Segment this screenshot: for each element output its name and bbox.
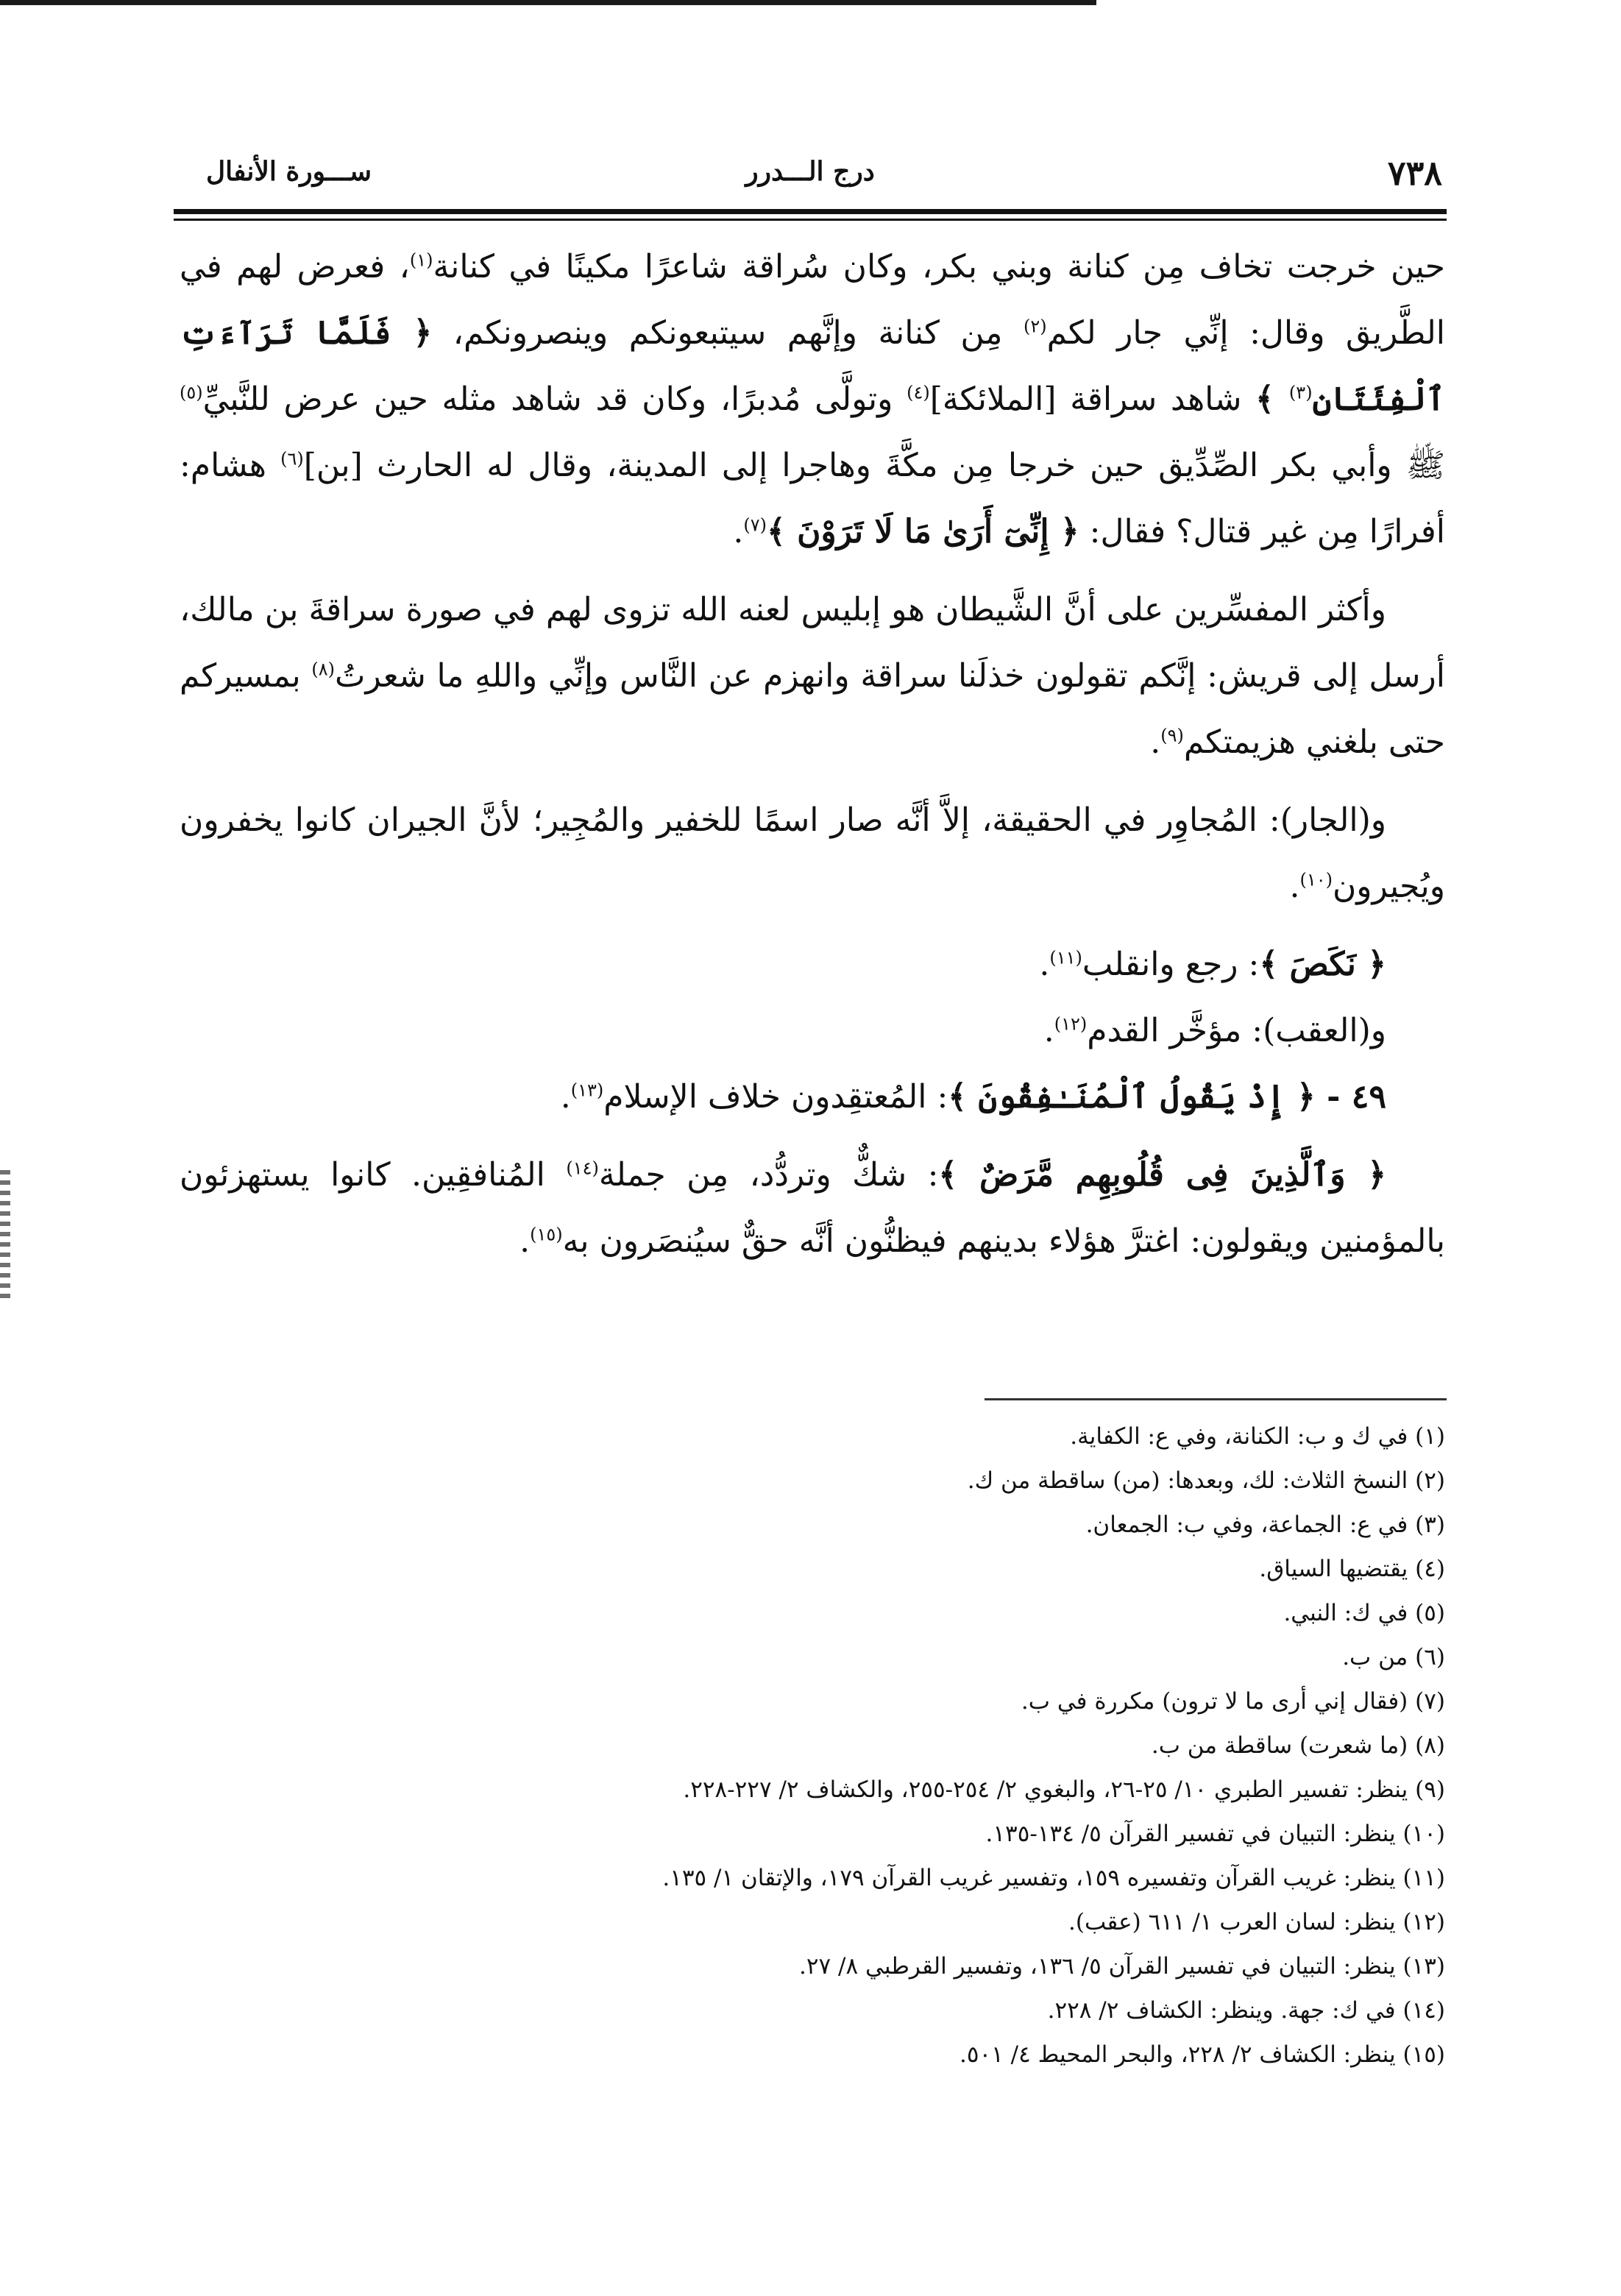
header-rule-thick <box>174 209 1447 214</box>
text: : رجع وانقلب <box>1082 946 1260 983</box>
footnote-ref[interactable]: (٨) <box>311 659 336 680</box>
quran-verse: ﴿ فَلَمَّا تَرَآءَتِ ٱلْفِئَتَانِ <box>180 314 1446 418</box>
text: هشام: أفرارًا مِن غير قتال؟ فقال: <box>180 447 1445 550</box>
text: شاهد سراقة [الملائكة] <box>929 380 1256 418</box>
quran-bracket: ﴾ <box>1255 380 1289 418</box>
footnote-10: (١٠) ينظر: التبيان في تفسير القرآن ٥/ ١٣٤-١٣٥. <box>985 1821 1445 1847</box>
footnote-ref[interactable]: (١٣) <box>570 1080 604 1101</box>
paragraph-5 <box>180 998 1445 1064</box>
text: بمسيركم حتى بلغني هزيمتكم <box>180 657 1445 761</box>
text: وأكثر المفسِّرين على أنَّ الشَّيطان هو إبليس لعنه الله تزوى لهم في صورة سراقةَ بن مالك، أرسل إلى قريش: إنَّكم تقولون خذلَنا سراقة وانهزم عن النَّاس وإنِّي واللهِ ما شعرتُ <box>180 591 1445 695</box>
text: و(الجار): المُجاوِر في الحقيقة، إلاَّ أنَّه صار اسمًا للخفير والمُجِير؛ لأنَّ الجيران كانوا يخفرون ويُجيرون <box>180 801 1445 905</box>
text: . <box>1150 723 1161 761</box>
verse-number: ٤٩ - <box>1315 1078 1386 1116</box>
footnote-14: (١٤) في ك: جهة. وينظر: الكشاف ٢/ ٢٢٨. <box>1047 1997 1445 2024</box>
footnote-9: (٩) ينظر: تفسير الطبري ١٠/ ٢٥-٢٦، والبغوي ٢/ ٢٥٤-٢٥٥، والكشاف ٢/ ٢٢٧-٢٢٨. <box>683 1776 1445 1803</box>
surah-title: ســـورة الأنفال <box>206 156 372 187</box>
footnote-ref[interactable]: (٤) <box>907 382 930 403</box>
text: حين خرجت تخاف مِن كنانة وبني بكر، وكان سُراقة شاعرًا مكينًا في كنانة <box>433 248 1445 286</box>
text: . <box>1289 868 1300 905</box>
text: . <box>1043 1012 1054 1049</box>
footnote-ref[interactable]: (١٠) <box>1299 869 1333 890</box>
text: . <box>733 513 744 550</box>
footnotes <box>412 1414 1445 2077</box>
footnote-ref[interactable]: (٦) <box>280 448 304 470</box>
scan-top-edge <box>0 0 1096 5</box>
footnote-8: (٨) (ما شعرت) ساقطة من ب. <box>1151 1732 1445 1759</box>
text: و(العقب): مؤخَّر القدم <box>1087 1012 1386 1049</box>
footnote-ref[interactable]: (١) <box>409 249 433 271</box>
page-header <box>174 152 1447 203</box>
book-title: درج الـــدرر <box>745 156 875 187</box>
footnote-11: (١١) ينظر: غريب القرآن وتفسيره ١٥٩، وتفسير غريب القرآن ١٧٩، والإتقان ١/ ١٣٥. <box>662 1865 1445 1891</box>
footnote-ref[interactable]: (٢) <box>1023 316 1047 337</box>
text: وتولَّى مُدبرًا، وكان قد شاهد مثله حين عرض للنَّبيِّ <box>202 380 907 418</box>
footnote-ref[interactable]: (٧) <box>743 514 767 536</box>
footnote-2: (٢) النسخ الثلاث: لك، وبعدها: (من) ساقطة من ك. <box>967 1467 1445 1494</box>
footnote-1: (١) في ك و ب: الكنانة، وفي ع: الكفاية. <box>1070 1423 1445 1450</box>
footnote-15: (١٥) ينظر: الكشاف ٢/ ٢٢٨، والبحر المحيط ٤/ ٥٠١. <box>960 2041 1445 2068</box>
quran-verse: ﴿ نَكَصَ ﴾ <box>1259 946 1386 983</box>
page-number: ٧٣٨ <box>1387 153 1442 193</box>
footnote-ref[interactable]: (٥) <box>180 382 203 403</box>
footnote-ref[interactable]: (٩) <box>1160 725 1184 746</box>
text: . <box>519 1222 531 1260</box>
quran-verse: ﴿ إِنِّىٓ أَرَىٰ مَا لَا تَرَوْنَ ﴾ <box>766 513 1079 550</box>
main-text <box>180 234 1445 1275</box>
footnote-ref[interactable]: (١٤) <box>566 1158 599 1179</box>
footnote-ref[interactable]: (١٢) <box>1054 1013 1088 1035</box>
footnote-ref[interactable]: (١٥) <box>530 1224 563 1245</box>
text: . <box>1039 946 1050 983</box>
footnote-12: (١٢) ينظر: لسان العرب ١/ ٦١١ (عقب). <box>1068 1909 1445 1935</box>
footnote-4: (٤) يقتضيها السياق. <box>1259 1556 1445 1582</box>
header-rule-thin <box>174 219 1447 221</box>
paragraph-1 <box>180 234 1445 565</box>
text: : المُعتقِدون خلاف الإسلام <box>603 1078 948 1116</box>
footnote-5: (٥) في ك: النبي. <box>1283 1600 1445 1626</box>
scan-margin-artifact <box>0 1170 10 1303</box>
footnote-7: (٧) (فقال إني أرى ما لا ترون) مكررة في ب. <box>1021 1688 1445 1715</box>
text: ، فعرض لهم في الطَّريق وقال: إنِّي جار لكم <box>180 248 1446 352</box>
quran-verse: ﴿ وَٱلَّذِينَ فِى قُلُوبِهِم مَّرَضٌ ﴾ <box>938 1156 1386 1194</box>
footnote-3: (٣) في ع: الجماعة، وفي ب: الجمعان. <box>1085 1512 1445 1538</box>
footnote-separator <box>985 1398 1447 1400</box>
footnote-6: (٦) من ب. <box>1342 1644 1445 1670</box>
text: . <box>560 1078 571 1116</box>
quran-verse: ﴿ إِذْ يَقُولُ ٱلْمُنَـٰفِقُونَ ﴾ <box>948 1078 1316 1116</box>
paragraph-7 <box>180 1142 1445 1275</box>
footnote-ref[interactable]: (١١) <box>1049 947 1082 968</box>
footnote-ref[interactable]: (٣) <box>1288 382 1313 403</box>
text: : شكٌّ وتردُّد، مِن جملة <box>598 1156 939 1194</box>
text: ﷺ وأبي بكر الصِّدِّيق حين خرجا مِن مكَّةَ وهاجرا إلى المدينة، وقال له الحارث [بن] <box>303 447 1445 484</box>
footnote-13: (١٣) ينظر: التبيان في تفسير القرآن ٥/ ١٣٦، وتفسير القرطبي ٨/ ٢٧. <box>799 1953 1445 1980</box>
paragraph-2 <box>180 577 1445 776</box>
text: المُنافقِين. كانوا يستهزئون بالمؤمنين ويقولون: اغترَّ هؤلاء بدينهم فيظنُّون أنَّه حقٌّ سيُنصَرون به <box>180 1156 1445 1260</box>
paragraph-3 <box>180 787 1445 920</box>
paragraph-6 <box>180 1064 1445 1130</box>
paragraph-4 <box>180 932 1445 998</box>
text: مِن كنانة وإنَّهم سيتبعونكم وينصرونكم، <box>432 314 1024 352</box>
